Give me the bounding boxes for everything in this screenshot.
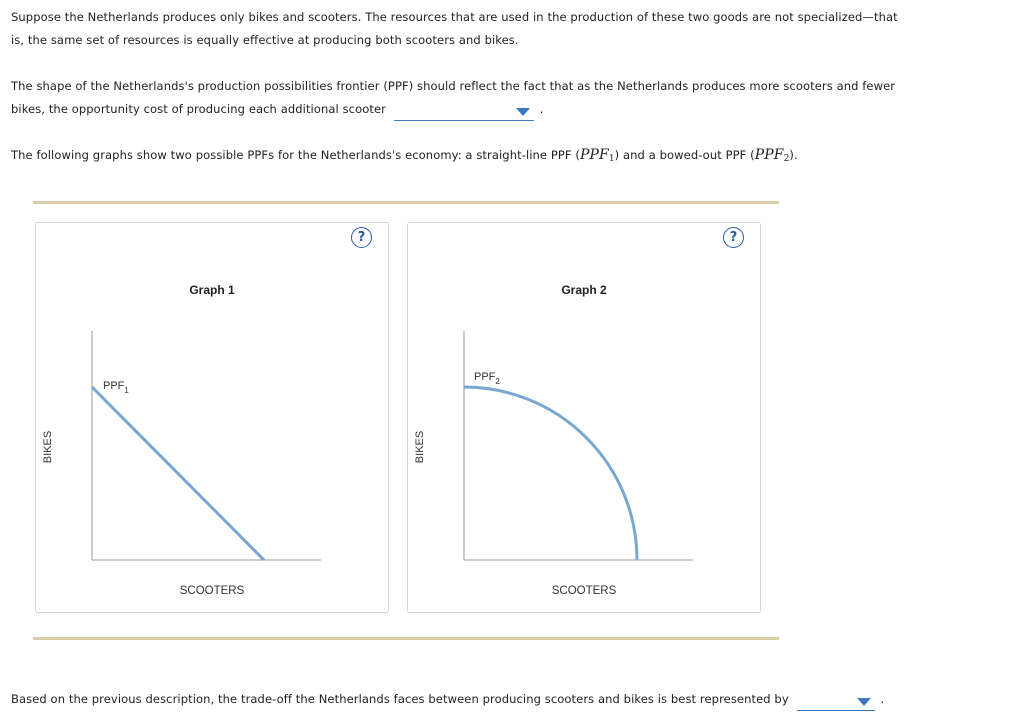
x-axis-label: SCOOTERS [551,585,617,597]
tradeoff-question [11,688,1011,711]
graphs-intro [11,144,911,171]
period: . [880,692,885,706]
question-intro: Suppose the Netherlands produces only bikes and scooters. The resources that are used in the production of these two goods are not specialized—that is, the same set of resources is equally effective at producing both scooters and bikes. [11,10,898,47]
ppf1-symbol-sub: 1 [608,154,615,164]
ppf2-label-sub: 2 [495,377,500,386]
graph-1-plot [36,223,388,612]
graph-1-title: Graph 1 [189,283,235,297]
tradeoff-text: Based on the previous description, the trade-off the Netherlands faces between producing scooters and bikes is best represented by [11,692,789,706]
ppf1-symbol-text: PPF [579,147,609,163]
graph-2-title: Graph 2 [561,283,607,297]
period: . [539,102,544,116]
graphs-intro-text-a: The following graphs show two possible PPFs for the Netherlands's economy: a straight-line PPF ( [11,148,580,162]
ppf2-label [474,371,500,386]
help-icon[interactable]: ? [351,227,372,248]
chevron-down-icon [857,698,871,706]
ppf2-symbol-text: PPF [754,147,784,163]
ppf-shape-text: The shape of the Netherlands's production possibilities frontier (PPF) should reflect the fact that as the Netherlands produces more scooters and fewer bikes, the opportunity cost of producing each additional scooter [11,79,896,116]
tradeoff-dropdown[interactable] [797,696,875,711]
graph-2-panel [407,222,761,613]
graph-2-plot [408,223,760,612]
graphs-intro-text-c: ). [789,148,798,162]
x-axis-label: SCOOTERS [179,585,245,597]
ppf1-symbol [580,147,615,163]
ppf2-symbol [755,147,790,163]
ppf2-curve [464,387,637,560]
ppf1-curve [92,387,264,560]
y-axis-label: BIKES [42,430,55,464]
divider-top [33,201,779,204]
help-icon[interactable]: ? [723,227,744,248]
chevron-down-icon [516,108,530,116]
graph-1-panel [35,222,389,613]
y-axis-label: BIKES [414,430,427,464]
divider-bottom [33,637,779,640]
ppf2-symbol-sub: 2 [783,154,790,164]
opportunity-cost-dropdown[interactable] [394,106,534,121]
ppf1-label-sub: 1 [124,386,129,395]
ppf-shape-question [11,75,911,121]
ppf1-label [103,380,129,395]
ppf1-label-text: PPF [103,380,125,392]
graphs-intro-text-b: ) and a bowed-out PPF ( [614,148,755,162]
ppf2-label-text: PPF [474,371,496,383]
